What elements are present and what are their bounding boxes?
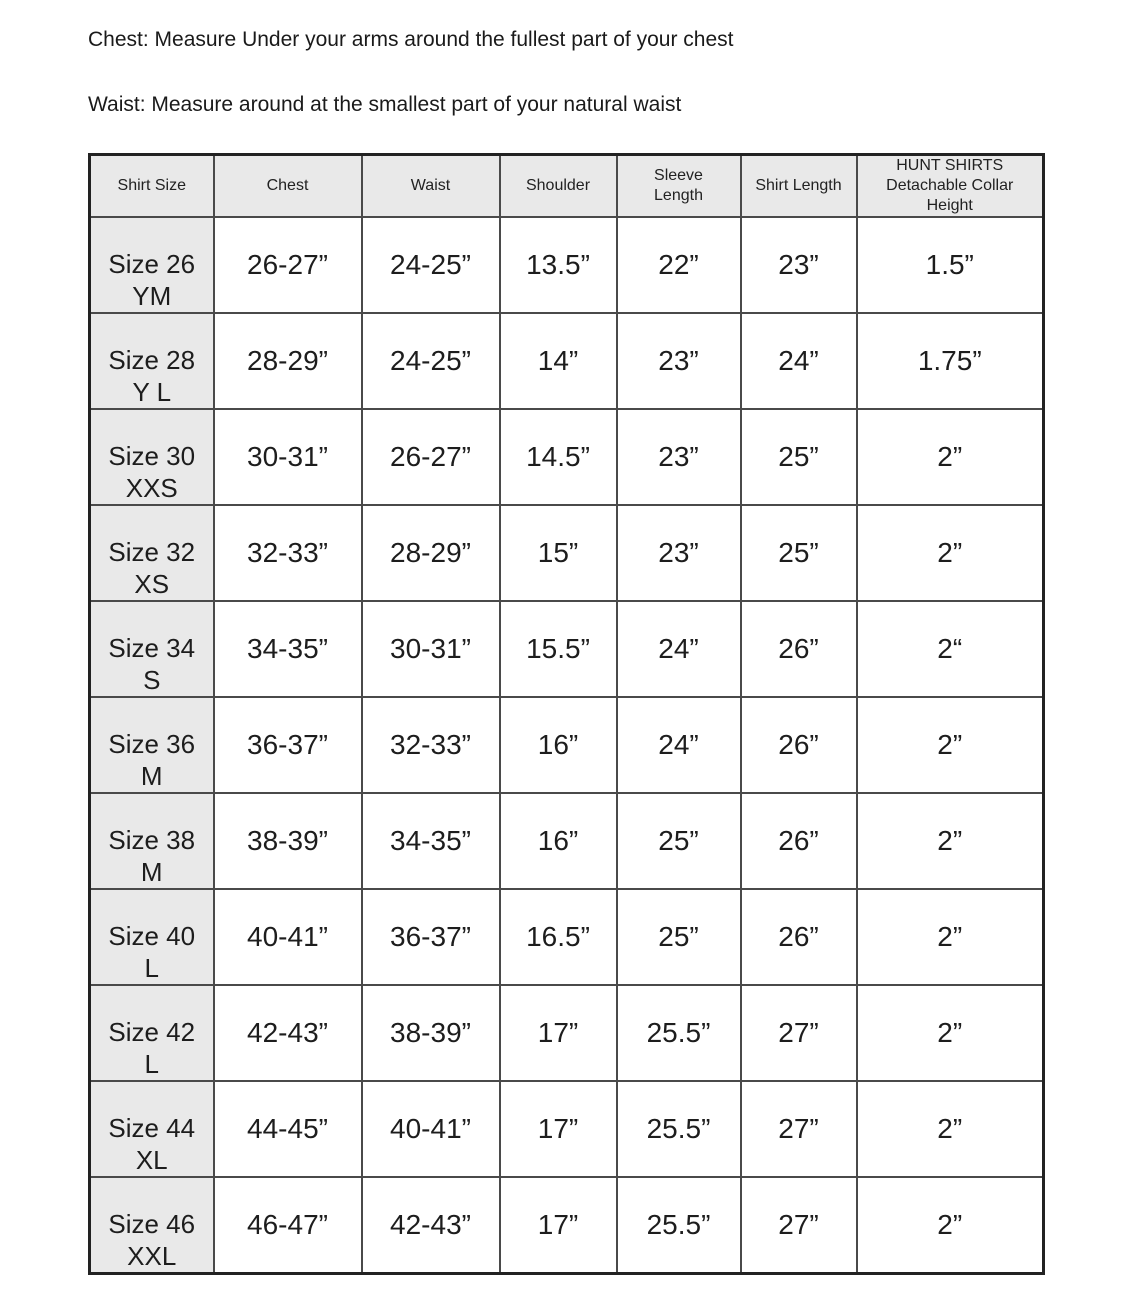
shirt-length-value: 26” <box>741 601 857 697</box>
col-header-shirt-size: Shirt Size <box>90 155 214 218</box>
waist-value: 32-33” <box>362 697 500 793</box>
waist-value: 26-27” <box>362 409 500 505</box>
size-number: Size 38 <box>108 825 196 855</box>
waist-value: 36-37” <box>362 889 500 985</box>
size-row-header <box>90 313 214 409</box>
shirt-length-value: 27” <box>741 1081 857 1177</box>
shoulder-value: 17” <box>500 1081 617 1177</box>
size-row-header <box>90 985 214 1081</box>
chest-value: 36-37” <box>214 697 362 793</box>
size-number: Size 26 <box>108 249 196 279</box>
table-row <box>90 505 1044 601</box>
collar-height-value: 2” <box>857 1081 1044 1177</box>
size-number: Size 44 <box>108 1113 196 1143</box>
shoulder-value: 15.5” <box>500 601 617 697</box>
size-number: Size 32 <box>108 537 196 567</box>
waist-value: 34-35” <box>362 793 500 889</box>
shirt-length-value: 27” <box>741 1177 857 1273</box>
chest-value: 28-29” <box>214 313 362 409</box>
shoulder-value: 14” <box>500 313 617 409</box>
size-number: Size 34 <box>108 633 196 663</box>
collar-height-value: 2“ <box>857 601 1044 697</box>
collar-height-value: 2” <box>857 889 1044 985</box>
table-row <box>90 697 1044 793</box>
shoulder-value: 15” <box>500 505 617 601</box>
sleeve-length-value: 24” <box>617 601 741 697</box>
shoulder-value: 17” <box>500 1177 617 1273</box>
size-code: L <box>144 1049 159 1079</box>
shoulder-value: 13.5” <box>500 217 617 313</box>
shirt-length-value: 26” <box>741 793 857 889</box>
chest-value: 42-43” <box>214 985 362 1081</box>
chest-instruction: Chest: Measure Under your arms around the fullest part of your chest <box>88 28 734 51</box>
sleeve-length-value: 25.5” <box>617 1177 741 1273</box>
chest-value: 34-35” <box>214 601 362 697</box>
col-header-shoulder: Shoulder <box>500 155 617 218</box>
collar-height-value: 2” <box>857 793 1044 889</box>
size-number: Size 30 <box>108 441 196 471</box>
shoulder-value: 17” <box>500 985 617 1081</box>
size-number: Size 46 <box>108 1208 196 1239</box>
sleeve-length-value: 23” <box>617 505 741 601</box>
waist-value: 42-43” <box>362 1177 500 1273</box>
shirt-length-value: 25” <box>741 505 857 601</box>
shirt-length-value: 26” <box>741 889 857 985</box>
waist-instruction: Waist: Measure around at the smallest part of your natural waist <box>88 93 682 116</box>
sleeve-length-value: 22” <box>617 217 741 313</box>
shoulder-value: 16.5” <box>500 889 617 985</box>
waist-value: 30-31” <box>362 601 500 697</box>
sleeve-length-value: 23” <box>617 409 741 505</box>
waist-value: 28-29” <box>362 505 500 601</box>
sleeve-length-value: 24” <box>617 697 741 793</box>
col-header-sleeve-length: Sleeve Length <box>617 155 741 218</box>
collar-height-value: 1.75” <box>857 313 1044 409</box>
shirt-length-value: 23” <box>741 217 857 313</box>
chest-value: 38-39” <box>214 793 362 889</box>
chest-value: 30-31” <box>214 409 362 505</box>
size-code: M <box>140 857 163 887</box>
size-code: S <box>143 665 161 695</box>
size-number: Size 36 <box>108 729 196 759</box>
size-row-header <box>90 1177 214 1273</box>
size-number: Size 28 <box>108 345 196 375</box>
shirt-length-value: 25” <box>741 409 857 505</box>
waist-value: 24-25” <box>362 217 500 313</box>
waist-value: 40-41” <box>362 1081 500 1177</box>
shirt-length-value: 26” <box>741 697 857 793</box>
col-header-chest: Chest <box>214 155 362 218</box>
size-number: Size 42 <box>108 1017 196 1047</box>
size-row-header <box>90 409 214 505</box>
table-row <box>90 217 1044 313</box>
col-header-shirt-length: Shirt Length <box>741 155 857 218</box>
shirt-length-value: 27” <box>741 985 857 1081</box>
chest-value: 46-47” <box>214 1177 362 1273</box>
collar-height-value: 1.5” <box>857 217 1044 313</box>
size-row-header <box>90 217 214 313</box>
size-row-header <box>90 793 214 889</box>
size-row-header <box>90 505 214 601</box>
table-row <box>90 793 1044 889</box>
table-row <box>90 409 1044 505</box>
size-code: Y L <box>132 377 172 407</box>
size-row-header <box>90 697 214 793</box>
sleeve-length-value: 25.5” <box>617 985 741 1081</box>
size-code: XL <box>135 1145 168 1175</box>
table-row <box>90 601 1044 697</box>
shoulder-value: 14.5” <box>500 409 617 505</box>
waist-value: 24-25” <box>362 313 500 409</box>
size-code: YM <box>132 281 172 311</box>
shoulder-value: 16” <box>500 793 617 889</box>
chest-value: 44-45” <box>214 1081 362 1177</box>
header-row <box>90 155 1044 218</box>
sleeve-length-value: 25.5” <box>617 1081 741 1177</box>
shirt-length-value: 24” <box>741 313 857 409</box>
size-code: XS <box>134 569 170 599</box>
sleeve-length-value: 25” <box>617 793 741 889</box>
sleeve-length-value: 25” <box>617 889 741 985</box>
collar-height-value: 2” <box>857 1177 1044 1273</box>
size-chart-table <box>88 153 1045 1275</box>
chest-value: 40-41” <box>214 889 362 985</box>
chest-value: 32-33” <box>214 505 362 601</box>
size-code: M <box>140 761 163 791</box>
size-code: XXS <box>125 473 178 503</box>
waist-value: 38-39” <box>362 985 500 1081</box>
table-row <box>90 1177 1044 1273</box>
size-row-header <box>90 601 214 697</box>
col-header-collar-height: HUNT SHIRTS Detachable Collar Height <box>857 155 1044 218</box>
collar-height-value: 2” <box>857 985 1044 1081</box>
table-row <box>90 889 1044 985</box>
collar-height-value: 2” <box>857 697 1044 793</box>
table-row <box>90 985 1044 1081</box>
table-row <box>90 313 1044 409</box>
collar-height-value: 2” <box>857 409 1044 505</box>
chest-value: 26-27” <box>214 217 362 313</box>
sleeve-length-value: 23” <box>617 313 741 409</box>
size-number: Size 40 <box>108 921 196 951</box>
size-row-header <box>90 1081 214 1177</box>
size-row-header <box>90 889 214 985</box>
size-code: L <box>144 953 159 983</box>
table-row <box>90 1081 1044 1177</box>
collar-height-value: 2” <box>857 505 1044 601</box>
size-code: XXL <box>127 1240 177 1271</box>
col-header-waist: Waist <box>362 155 500 218</box>
shoulder-value: 16” <box>500 697 617 793</box>
